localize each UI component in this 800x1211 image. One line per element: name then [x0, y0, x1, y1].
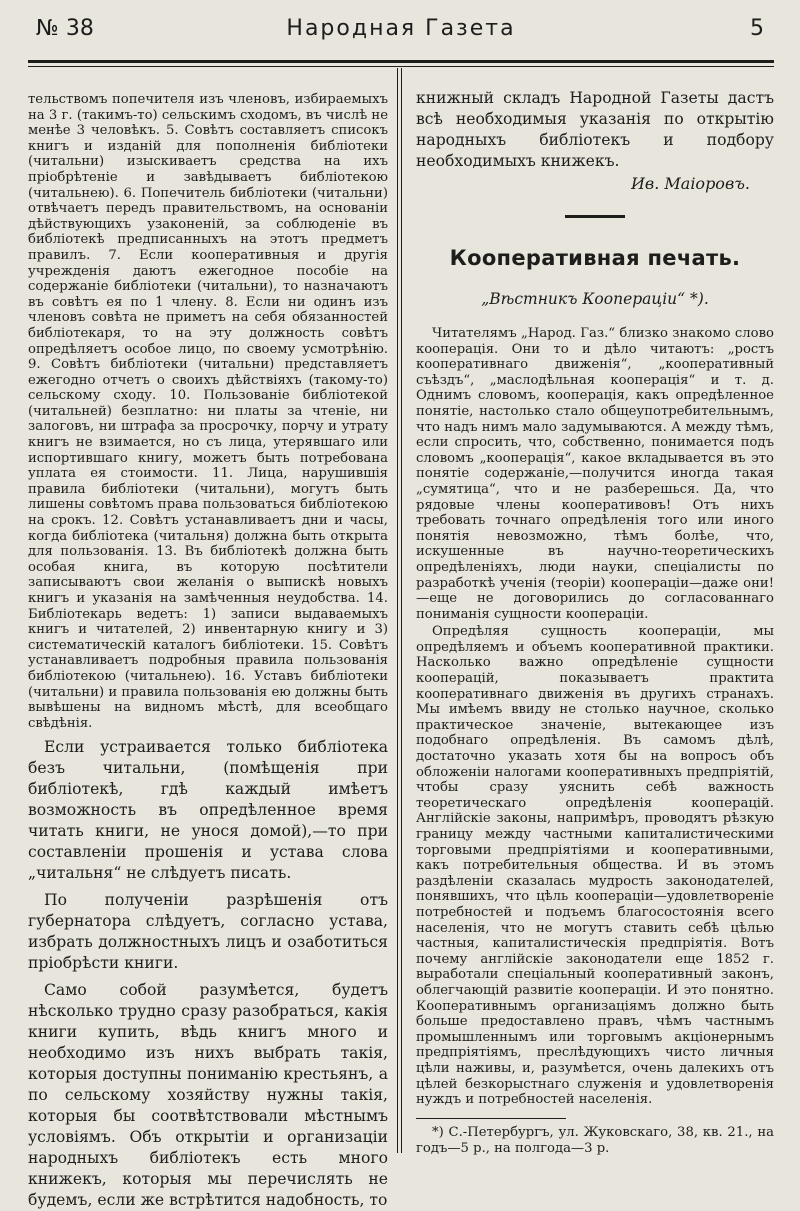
- page-header: [28, 10, 774, 50]
- section-subtitle: „Вѣстникъ Коопераціи“ *).: [481, 290, 709, 308]
- header-rule-thick: [28, 60, 774, 63]
- author-signature: Ив. Маіоровъ.: [630, 174, 750, 193]
- issue-number: № 38: [36, 16, 94, 41]
- footnote: *) С.-Петербургъ, ул. Жуковскаго, 38, кв. 21., на годъ—5 р., на полгода—3 р.: [416, 1124, 774, 1156]
- library-statute-text: тельствомъ попечителя изъ членовъ, избираемыхъ на 3 г. (такимъ-то) сельскимъ сходомъ, въ числѣ не менѣе 3 человѣкъ. 5. Совѣтъ составляетъ списокъ книгъ и изданій для пополненія библіотеки (читальни) изыскиваетъ средства на ихъ пріобрѣтеніе и завѣдываетъ библіотекою (читальнею). 6. Попечитель библіотеки (читальни) отвѣчаетъ передъ правительствомъ, на основаніи дѣйствующихъ узаконеній, за соблюденіе въ библіотекѣ предписанныхъ на этотъ предметъ правилъ. 7. Если кооперативныя и другія учрежденія даютъ ежегодное пособіе на содержаніе библіотеки (читальни), то назначаютъ въ совѣтъ ея по 1 члену. 8. Если ни одинъ изъ членовъ совѣта не приметъ на себя обязанностей библіотекаря, то на эту должность совѣтъ опредѣляетъ особое лицо, по своему усмотрѣнію. 9. Совѣтъ библіотеки (читальни) представляетъ ежегодно отчетъ о своихъ дѣйствіяхъ (такому-то) сельскому сходу. 10. Пользованіе библіотекой (читальней) безплатно: ни платы за чтеніе, ни залоговъ, ни штрафа за просрочку, порчу и утрату книгъ не взимается, но съ лица, утерявшаго или испортившаго книгу, можетъ быть потребована уплата ея стоимости. 11. Лица, нарушившія правила библіотеки (читальни), могутъ быть лишены совѣтомъ права пользоваться библіотекою на срокъ. 12. Совѣтъ устанавливаетъ дни и часы, когда библіотека (читальня) должна быть открыта для пользованія. 13. Въ библіотекѣ должна быть особая книга, въ которую посѣтители записываютъ свои желанія о выпискѣ новыхъ книгъ и указанія на замѣченныя неудобства. 14. Библіотекарь ведетъ: 1) записи выдаваемыхъ книгъ и читателей, 2) инвентарную книгу и 3) систематическій каталогъ библіотеки. 15. Совѣтъ устанавливаетъ подробныя правила пользованія библіотекою (читальнею). 16. Уставъ библіотеки (читальни) и правила пользованія ею должны быть вывѣшены на видномъ мѣстѣ, для всеобщаго свѣдѣнія.: [28, 92, 388, 731]
- section-separator: [565, 215, 625, 218]
- left-column: [28, 92, 388, 1211]
- paragraph-permission: По полученіи разрѣшенія отъ губернатора слѣдуетъ, согласно устава, избрать должностныхъ лицъ и озаботиться пріобрѣсти книги.: [28, 891, 388, 973]
- page-number: 5: [750, 16, 764, 41]
- right-column: [416, 88, 774, 1157]
- cooperation-paragraph-1: Читателямъ „Народ. Газ.“ близко знакомо слово кооперація. Они то и дѣло читаютъ: „ростъ кооперативнаго движенія“, „кооперативный съѣздъ“, „маслодѣльная кооперація“ и т. д. Однимъ словомъ, кооперація, какъ опредѣленное понятіе, настолько стало общеупотребительнымъ, что надъ нимъ мало задумываются. А между тѣмъ, если спросить, что, собственно, понимается подъ словомъ „кооперація“, какое вкладывается въ это понятіе содержаніе,—получится иногда такая „сумятица“, что и не разберешься. Да, что рядовые члены кооперативовъ! Отъ нихъ требовать точнаго опредѣленія того или иного понятія невозможно, тѣмъ болѣе, что, искушенные въ научно-теоретическихъ опредѣленіяхъ, люди науки, спеціалисты по разработкѣ ученія (теоріи) коопераціи—даже они!—еще не договорились до согласованнаго пониманія сущности коопераціи.: [416, 326, 774, 622]
- column-divider-second: [401, 68, 402, 1153]
- footnote-rule: [416, 1118, 566, 1119]
- paragraph-reading-room: Если устраивается только библіотека безъ читальни, (помѣщенія при библіотекѣ, гдѣ каждый имѣетъ возможность въ опредѣленное время читать книги, не унося домой),—то при составленіи прошенія и устава слова „читальня“ не слѣдуетъ писать.: [28, 738, 388, 883]
- continuation-text: книжный складъ Народной Газеты дастъ всѣ необходимыя указанія по открытію народныхъ библіотекъ и подбору необходимыхъ книжекъ.: [416, 89, 774, 170]
- column-divider: [397, 68, 398, 1153]
- cooperation-paragraph-2: Опредѣляя сущность коопераціи, мы опредѣляемъ и объемъ кооперативной практики. Насколько важно опредѣленіе сущности кооперацій, показываетъ практита кооперативнаго движенія въ другихъ странахъ. Мы имѣемъ ввиду не столько научное, сколько практическое значеніе, вытекающее изъ подобнаго опредѣленія. Въ самомъ дѣлѣ, достаточно указать хотя бы на вопросъ объ обложеніи налогами кооперативныхъ предпріятій, чтобы сразу уяснить себѣ важность теоретическаго опредѣленія кооперацій. Англійскіе законы, напримѣръ, проводятъ рѣзкую границу между частными капиталистическими торговыми предпріятіями и кооперативными, какъ потребительныя общества. И въ этомъ раздѣленіи сказалась мудрость законодателей, понявшихъ, что цѣль коопераціи—удовлетвореніе потребностей и подъемъ благосостоянія всего населенія, что не могутъ ставить себѣ цѣлью частныя, капиталистическія предпріятія. Вотъ почему англійскіе законодатели еще 1852 г. выработали спеціальный кооперативный законъ, облегчающій развитіе коопераціи. И это понятно. Кооперативнымъ организаціямъ должно быть больше предоставлено правъ, чѣмъ частнымъ промышленнымъ или торговымъ акціонернымъ предпріятіямъ, преслѣдующихъ чисто личныя цѣли наживы, и, разумѣется, очень далекихъ отъ цѣлей безкорыстнаго служенія и удовлетворенія нуждъ и потребностей населенія.: [416, 624, 774, 1108]
- header-rule-thin: [28, 66, 774, 67]
- newspaper-title: Народная Газета: [286, 16, 516, 41]
- paragraph-choosing-books: Само собой разумѣется, будетъ нѣсколько трудно сразу разобраться, какія книги купить, вѣдь книгъ много и необходимо изъ нихъ выбрать такія, которыя доступны пониманію крестьянъ, а по сельскому хозяйству нужны такія, которыя бы соотвѣтствовали мѣстнымъ условіямъ. Объ открытіи и организаціи народныхъ библіотекъ есть много книжекъ, которыя мы перечислять не будемъ, если же встрѣтится надобность, то: [28, 981, 388, 1210]
- section-title: Кооперативная печать.: [449, 246, 741, 270]
